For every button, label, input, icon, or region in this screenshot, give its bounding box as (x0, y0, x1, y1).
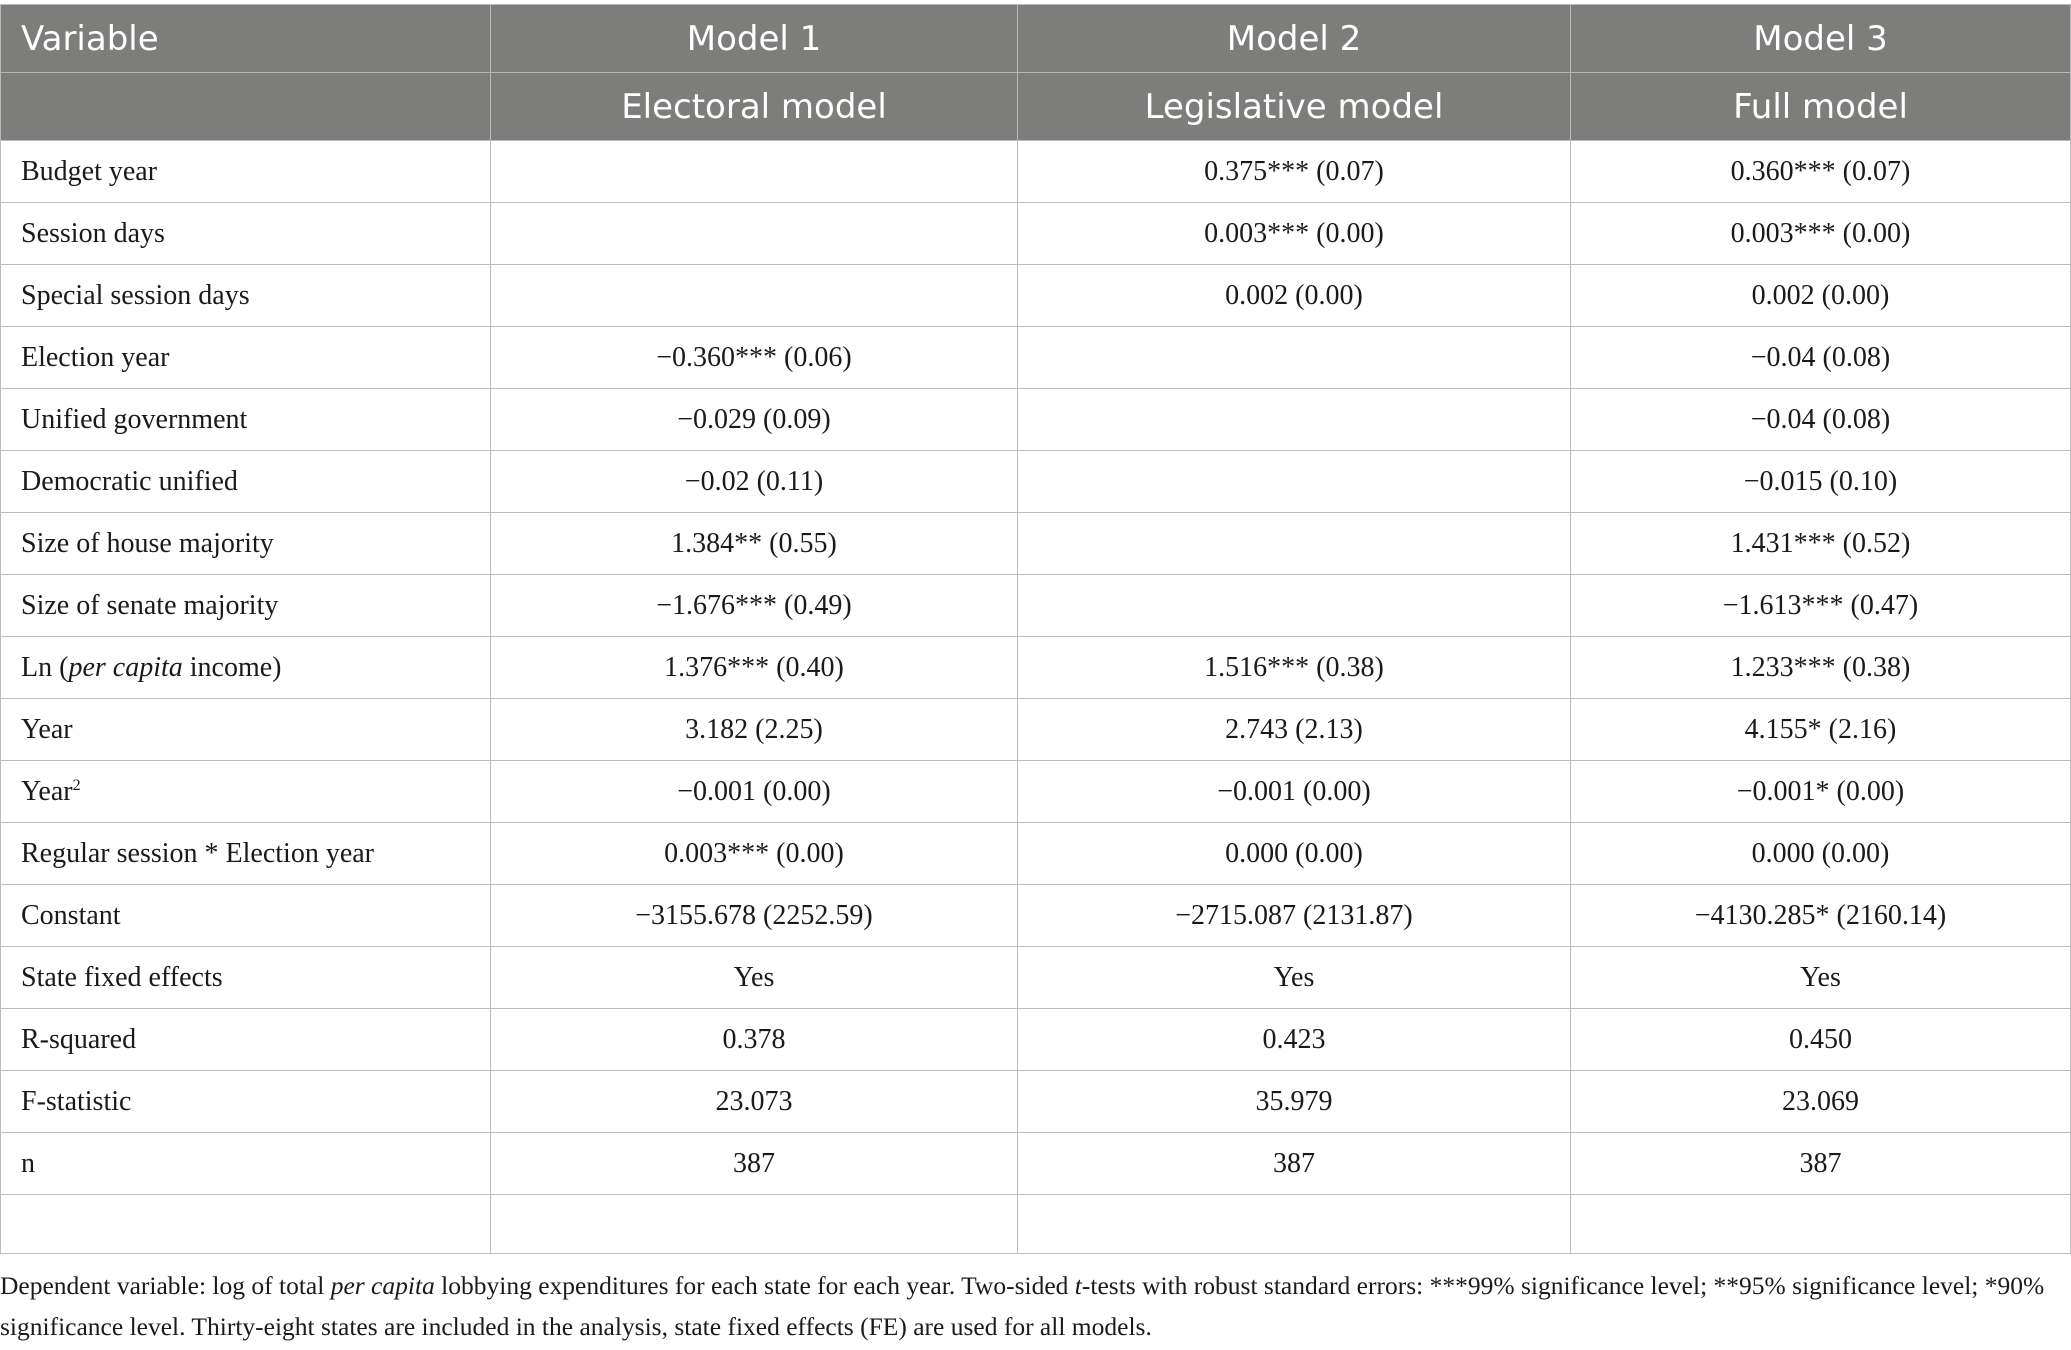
row-label: Year (1, 699, 491, 761)
header-model-2-number: Model 2 (1018, 5, 1571, 73)
cell-model-2: −2715.087 (2131.87) (1018, 885, 1571, 947)
note-part-1: Dependent variable: log of total (0, 1271, 331, 1300)
row-label: Election year (1, 327, 491, 389)
empty-cell (1018, 1195, 1571, 1254)
table-row (1, 203, 2071, 265)
note-italic-t: t (1074, 1271, 1082, 1300)
cell-model-2: 35.979 (1018, 1071, 1571, 1133)
header-row-model-numbers (1, 5, 2071, 73)
row-label: Special session days (1, 265, 491, 327)
cell-model-3: 23.069 (1571, 1071, 2071, 1133)
header-model-3-name: Full model (1571, 73, 2071, 141)
cell-model-1: 1.384** (0.55) (491, 513, 1018, 575)
cell-model-2 (1018, 513, 1571, 575)
row-label: Session days (1, 203, 491, 265)
header-model-1-number: Model 1 (491, 5, 1018, 73)
cell-model-2 (1018, 575, 1571, 637)
table-row (1, 637, 2071, 699)
cell-model-1: −0.029 (0.09) (491, 389, 1018, 451)
cell-model-2: 387 (1018, 1133, 1571, 1195)
row-label: F-statistic (1, 1071, 491, 1133)
table-footnote (0, 1265, 2060, 1347)
table-row (1, 1009, 2071, 1071)
ln-italic: per capita (68, 651, 183, 683)
table-row (1, 1071, 2071, 1133)
header-model-3-number: Model 3 (1571, 5, 2071, 73)
cell-model-3: −0.04 (0.08) (1571, 327, 2071, 389)
cell-model-2: 0.423 (1018, 1009, 1571, 1071)
cell-model-3: 0.450 (1571, 1009, 2071, 1071)
cell-model-2: 0.000 (0.00) (1018, 823, 1571, 885)
cell-model-3: −0.04 (0.08) (1571, 389, 2071, 451)
cell-model-3: 0.000 (0.00) (1571, 823, 2071, 885)
ln-suffix: income) (182, 651, 282, 683)
cell-model-1: −1.676*** (0.49) (491, 575, 1018, 637)
table-row (1, 947, 2071, 1009)
cell-model-1 (491, 203, 1018, 265)
table-row (1, 761, 2071, 823)
row-label: n (1, 1133, 491, 1195)
cell-model-2: 0.003*** (0.00) (1018, 203, 1571, 265)
table-row (1, 141, 2071, 203)
table-row (1, 823, 2071, 885)
cell-model-1 (491, 265, 1018, 327)
cell-model-1: 0.003*** (0.00) (491, 823, 1018, 885)
year-sq-exponent: 2 (72, 776, 81, 794)
table-row (1, 389, 2071, 451)
empty-cell (1, 1195, 491, 1254)
row-label: State fixed effects (1, 947, 491, 1009)
cell-model-1: 0.378 (491, 1009, 1018, 1071)
cell-model-2 (1018, 327, 1571, 389)
cell-model-3: −4130.285* (2160.14) (1571, 885, 2071, 947)
table-row (1, 1133, 2071, 1195)
cell-model-1: −0.001 (0.00) (491, 761, 1018, 823)
cell-model-1: 23.073 (491, 1071, 1018, 1133)
table-row-empty (1, 1195, 2071, 1254)
note-part-3: -tests with robust standard errors: ***99% significance level; **95% significance level; *90% significance level. Thirty-eight states are included in the analysis, state fixed effects (FE) are used for all models. (0, 1271, 2045, 1341)
row-label: Constant (1, 885, 491, 947)
cell-model-2: −0.001 (0.00) (1018, 761, 1571, 823)
table-row (1, 513, 2071, 575)
row-label: Democratic unified (1, 451, 491, 513)
table-row (1, 451, 2071, 513)
cell-model-2 (1018, 389, 1571, 451)
row-label: Size of house majority (1, 513, 491, 575)
cell-model-3: 387 (1571, 1133, 2071, 1195)
cell-model-3: Yes (1571, 947, 2071, 1009)
cell-model-1 (491, 141, 1018, 203)
cell-model-1: −3155.678 (2252.59) (491, 885, 1018, 947)
header-blank (1, 73, 491, 141)
cell-model-3: 4.155* (2.16) (1571, 699, 2071, 761)
header-row-model-names (1, 73, 2071, 141)
cell-model-1: −0.02 (0.11) (491, 451, 1018, 513)
row-label-year-squared (1, 761, 491, 823)
cell-model-3: −1.613*** (0.47) (1571, 575, 2071, 637)
table-row (1, 575, 2071, 637)
header-variable: Variable (1, 5, 491, 73)
cell-model-1: 1.376*** (0.40) (491, 637, 1018, 699)
empty-cell (1571, 1195, 2071, 1254)
empty-cell (491, 1195, 1018, 1254)
row-label: Unified government (1, 389, 491, 451)
cell-model-2: 2.743 (2.13) (1018, 699, 1571, 761)
cell-model-1: 387 (491, 1133, 1018, 1195)
cell-model-1: Yes (491, 947, 1018, 1009)
cell-model-3: 0.360*** (0.07) (1571, 141, 2071, 203)
cell-model-3: 1.233*** (0.38) (1571, 637, 2071, 699)
cell-model-3: −0.001* (0.00) (1571, 761, 2071, 823)
cell-model-2: 0.375*** (0.07) (1018, 141, 1571, 203)
table-row (1, 699, 2071, 761)
note-part-2: lobbying expenditures for each state for each year. Two-sided (434, 1271, 1075, 1300)
note-italic-per-capita: per capita (330, 1271, 435, 1300)
row-label: Size of senate majority (1, 575, 491, 637)
cell-model-2: 0.002 (0.00) (1018, 265, 1571, 327)
cell-model-2 (1018, 451, 1571, 513)
cell-model-3: 0.002 (0.00) (1571, 265, 2071, 327)
table-body (1, 141, 2071, 1254)
table-row (1, 885, 2071, 947)
cell-model-2: Yes (1018, 947, 1571, 1009)
cell-model-1: 3.182 (2.25) (491, 699, 1018, 761)
row-label-ln-income (1, 637, 491, 699)
header-model-2-name: Legislative model (1018, 73, 1571, 141)
cell-model-3: 1.431*** (0.52) (1571, 513, 2071, 575)
header-model-1-name: Electoral model (491, 73, 1018, 141)
row-label: Budget year (1, 141, 491, 203)
ln-prefix: Ln ( (21, 651, 69, 683)
row-label: R-squared (1, 1009, 491, 1071)
row-label: Regular session * Election year (1, 823, 491, 885)
regression-results-table (0, 4, 2071, 1254)
cell-model-2: 1.516*** (0.38) (1018, 637, 1571, 699)
table-row (1, 327, 2071, 389)
table-row (1, 265, 2071, 327)
cell-model-1: −0.360*** (0.06) (491, 327, 1018, 389)
cell-model-3: 0.003*** (0.00) (1571, 203, 2071, 265)
table-header (1, 5, 2071, 141)
year-sq-base: Year (21, 775, 73, 807)
cell-model-3: −0.015 (0.10) (1571, 451, 2071, 513)
